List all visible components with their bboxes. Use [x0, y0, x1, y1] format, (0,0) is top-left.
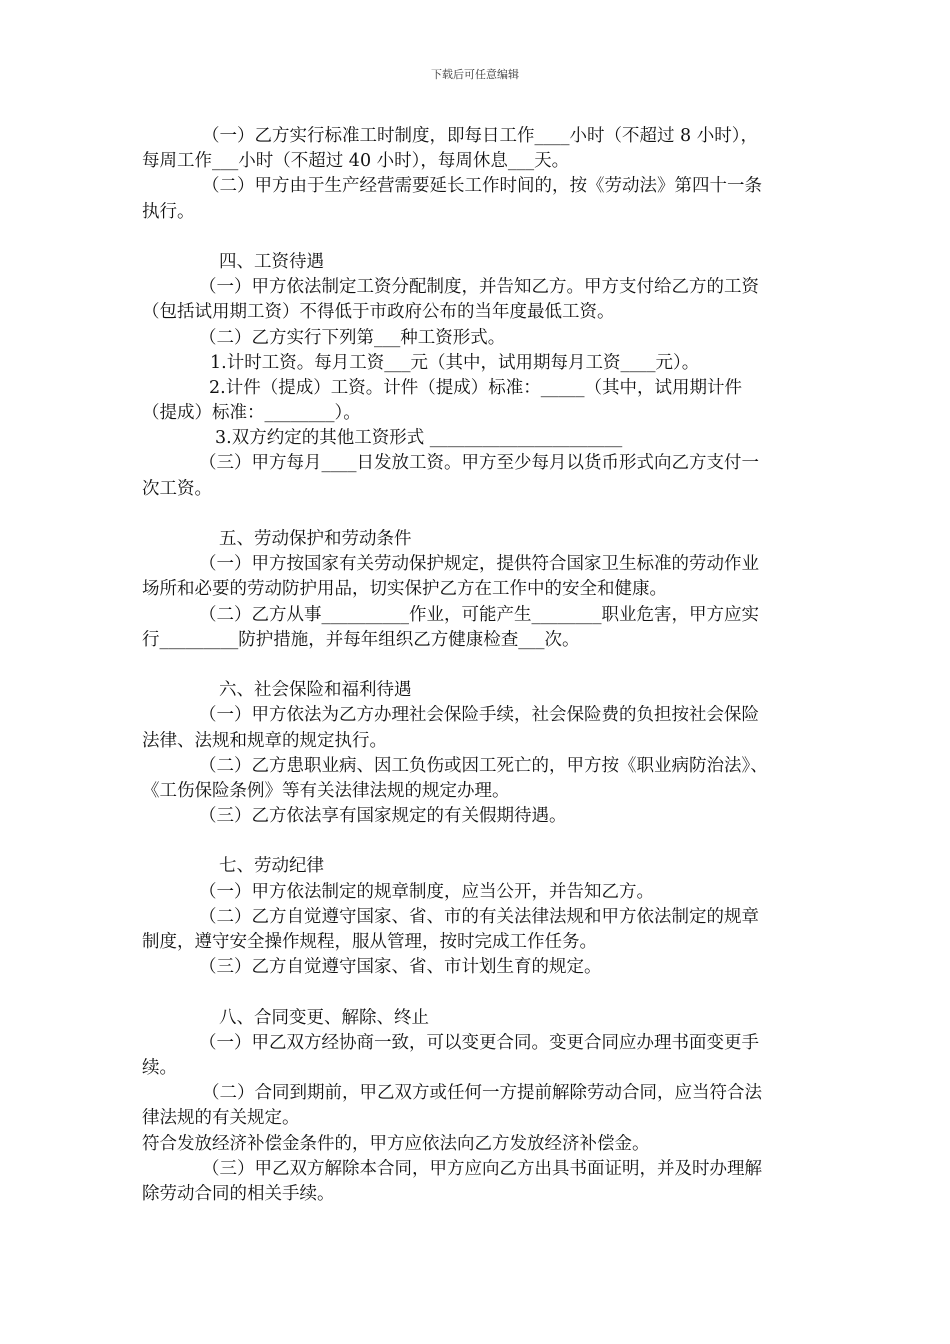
- clause-item: 3.双方约定的其他工资形式 ______________________: [215, 428, 623, 449]
- clause-text: （一）甲方按国家有关劳动保护规定，提供符合国家卫生标准的劳动作业: [199, 554, 759, 575]
- clause-text: 符合发放经济补偿金条件的，甲方应依法向乙方发放经济补偿金。: [142, 1133, 650, 1154]
- clause-text: （二）乙方自觉遵守国家、省、市的有关法律法规和甲方依法制定的规章: [199, 906, 759, 927]
- document-body: [142, 124, 812, 1207]
- clause-text: （包括试用期工资）不得低于市政府公布的当年度最低工资。: [142, 302, 615, 323]
- clause-text: 制度，遵守安全操作规程，服从管理，按时完成工作任务。: [142, 932, 597, 952]
- clause-text: 法律、法规和规章的规定执行。: [142, 730, 387, 751]
- clause-text: 除劳动合同的相关手续。: [142, 1183, 335, 1204]
- section-heading: 六、社会保险和福利待遇: [219, 680, 412, 701]
- clause-text: 次工资。: [142, 478, 212, 499]
- clause-text: （提成）标准：________）。: [142, 403, 361, 424]
- section-heading: 八、合同变更、解除、终止: [219, 1007, 429, 1028]
- clause-text: 场所和必要的劳动防护用品，切实保护乙方在工作中的安全和健康。: [142, 579, 667, 600]
- clause-text: （二）甲方由于生产经营需要延长工作时间的，按《劳动法》第四十一条: [202, 176, 762, 197]
- clause-text: （三）甲方每月____日发放工资。甲方至少每月以货币形式向乙方支付一: [199, 453, 759, 474]
- section-heading: 四、工资待遇: [219, 251, 324, 272]
- clause-text: 执行。: [142, 201, 195, 222]
- section-heading: 五、劳动保护和劳动条件: [219, 529, 412, 549]
- download-note: 下载后可任意编辑: [431, 68, 519, 81]
- clause-text: （二）合同到期前，甲乙双方或任何一方提前解除劳动合同，应当符合法: [202, 1083, 762, 1104]
- paragraph-gap: [142, 502, 812, 527]
- clause-text: 《工伤保险条例》等有关法律法规的规定办理。: [142, 780, 510, 801]
- clause-item: 2.计件（提成）工资。计件（提成）标准：_____（其中，试用期计件: [209, 377, 742, 398]
- clause-text: 律法规的有关规定。: [142, 1108, 300, 1129]
- clause-text: 续。: [142, 1057, 177, 1078]
- paragraph-gap: [142, 829, 812, 854]
- clause-text: （一）甲方依法为乙方办理社会保险手续，社会保险费的负担按社会保险: [199, 705, 759, 726]
- clause-text: 行_________防护措施，并每年组织乙方健康检查___次。: [142, 629, 580, 650]
- clause-text: （一）甲乙双方经协商一致，可以变更合同。变更合同应办理书面变更手: [199, 1032, 759, 1053]
- section-heading: 七、劳动纪律: [219, 856, 324, 877]
- clause-text: （三）甲乙双方解除本合同，甲方应向乙方出具书面证明，并及时办理解: [202, 1158, 762, 1179]
- clause-text: （一）甲方依法制定的规章制度，应当公开，并告知乙方。: [199, 881, 654, 902]
- clause-text: （一）乙方实行标准工时制度，即每日工作____小时（不超过 8 小时），: [202, 126, 759, 146]
- clause-text: （三）乙方依法享有国家规定的有关假期待遇。: [199, 806, 567, 827]
- paragraph-gap: [142, 225, 812, 250]
- clause-text: 每周工作___小时（不超过 40 小时），每周休息___天。: [142, 151, 570, 172]
- clause-text: （一）甲方依法制定工资分配制度，并告知乙方。甲方支付给乙方的工资: [199, 277, 759, 298]
- clause-text: （二）乙方从事__________作业，可能产生________职业危害，甲方应实: [199, 604, 759, 625]
- paragraph-gap: [142, 653, 812, 678]
- clause-text: （二）乙方实行下列第___种工资形式。: [199, 327, 506, 348]
- clause-item: 1.计时工资。每月工资___元（其中，试用期每月工资____元）。: [210, 352, 700, 373]
- clause-text: （三）乙方自觉遵守国家、省、市计划生育的规定。: [199, 957, 602, 978]
- clause-text: （二）乙方患职业病、因工负伤或因工死亡的，甲方按《职业病防治法》、: [199, 755, 768, 776]
- paragraph-gap: [142, 980, 812, 1005]
